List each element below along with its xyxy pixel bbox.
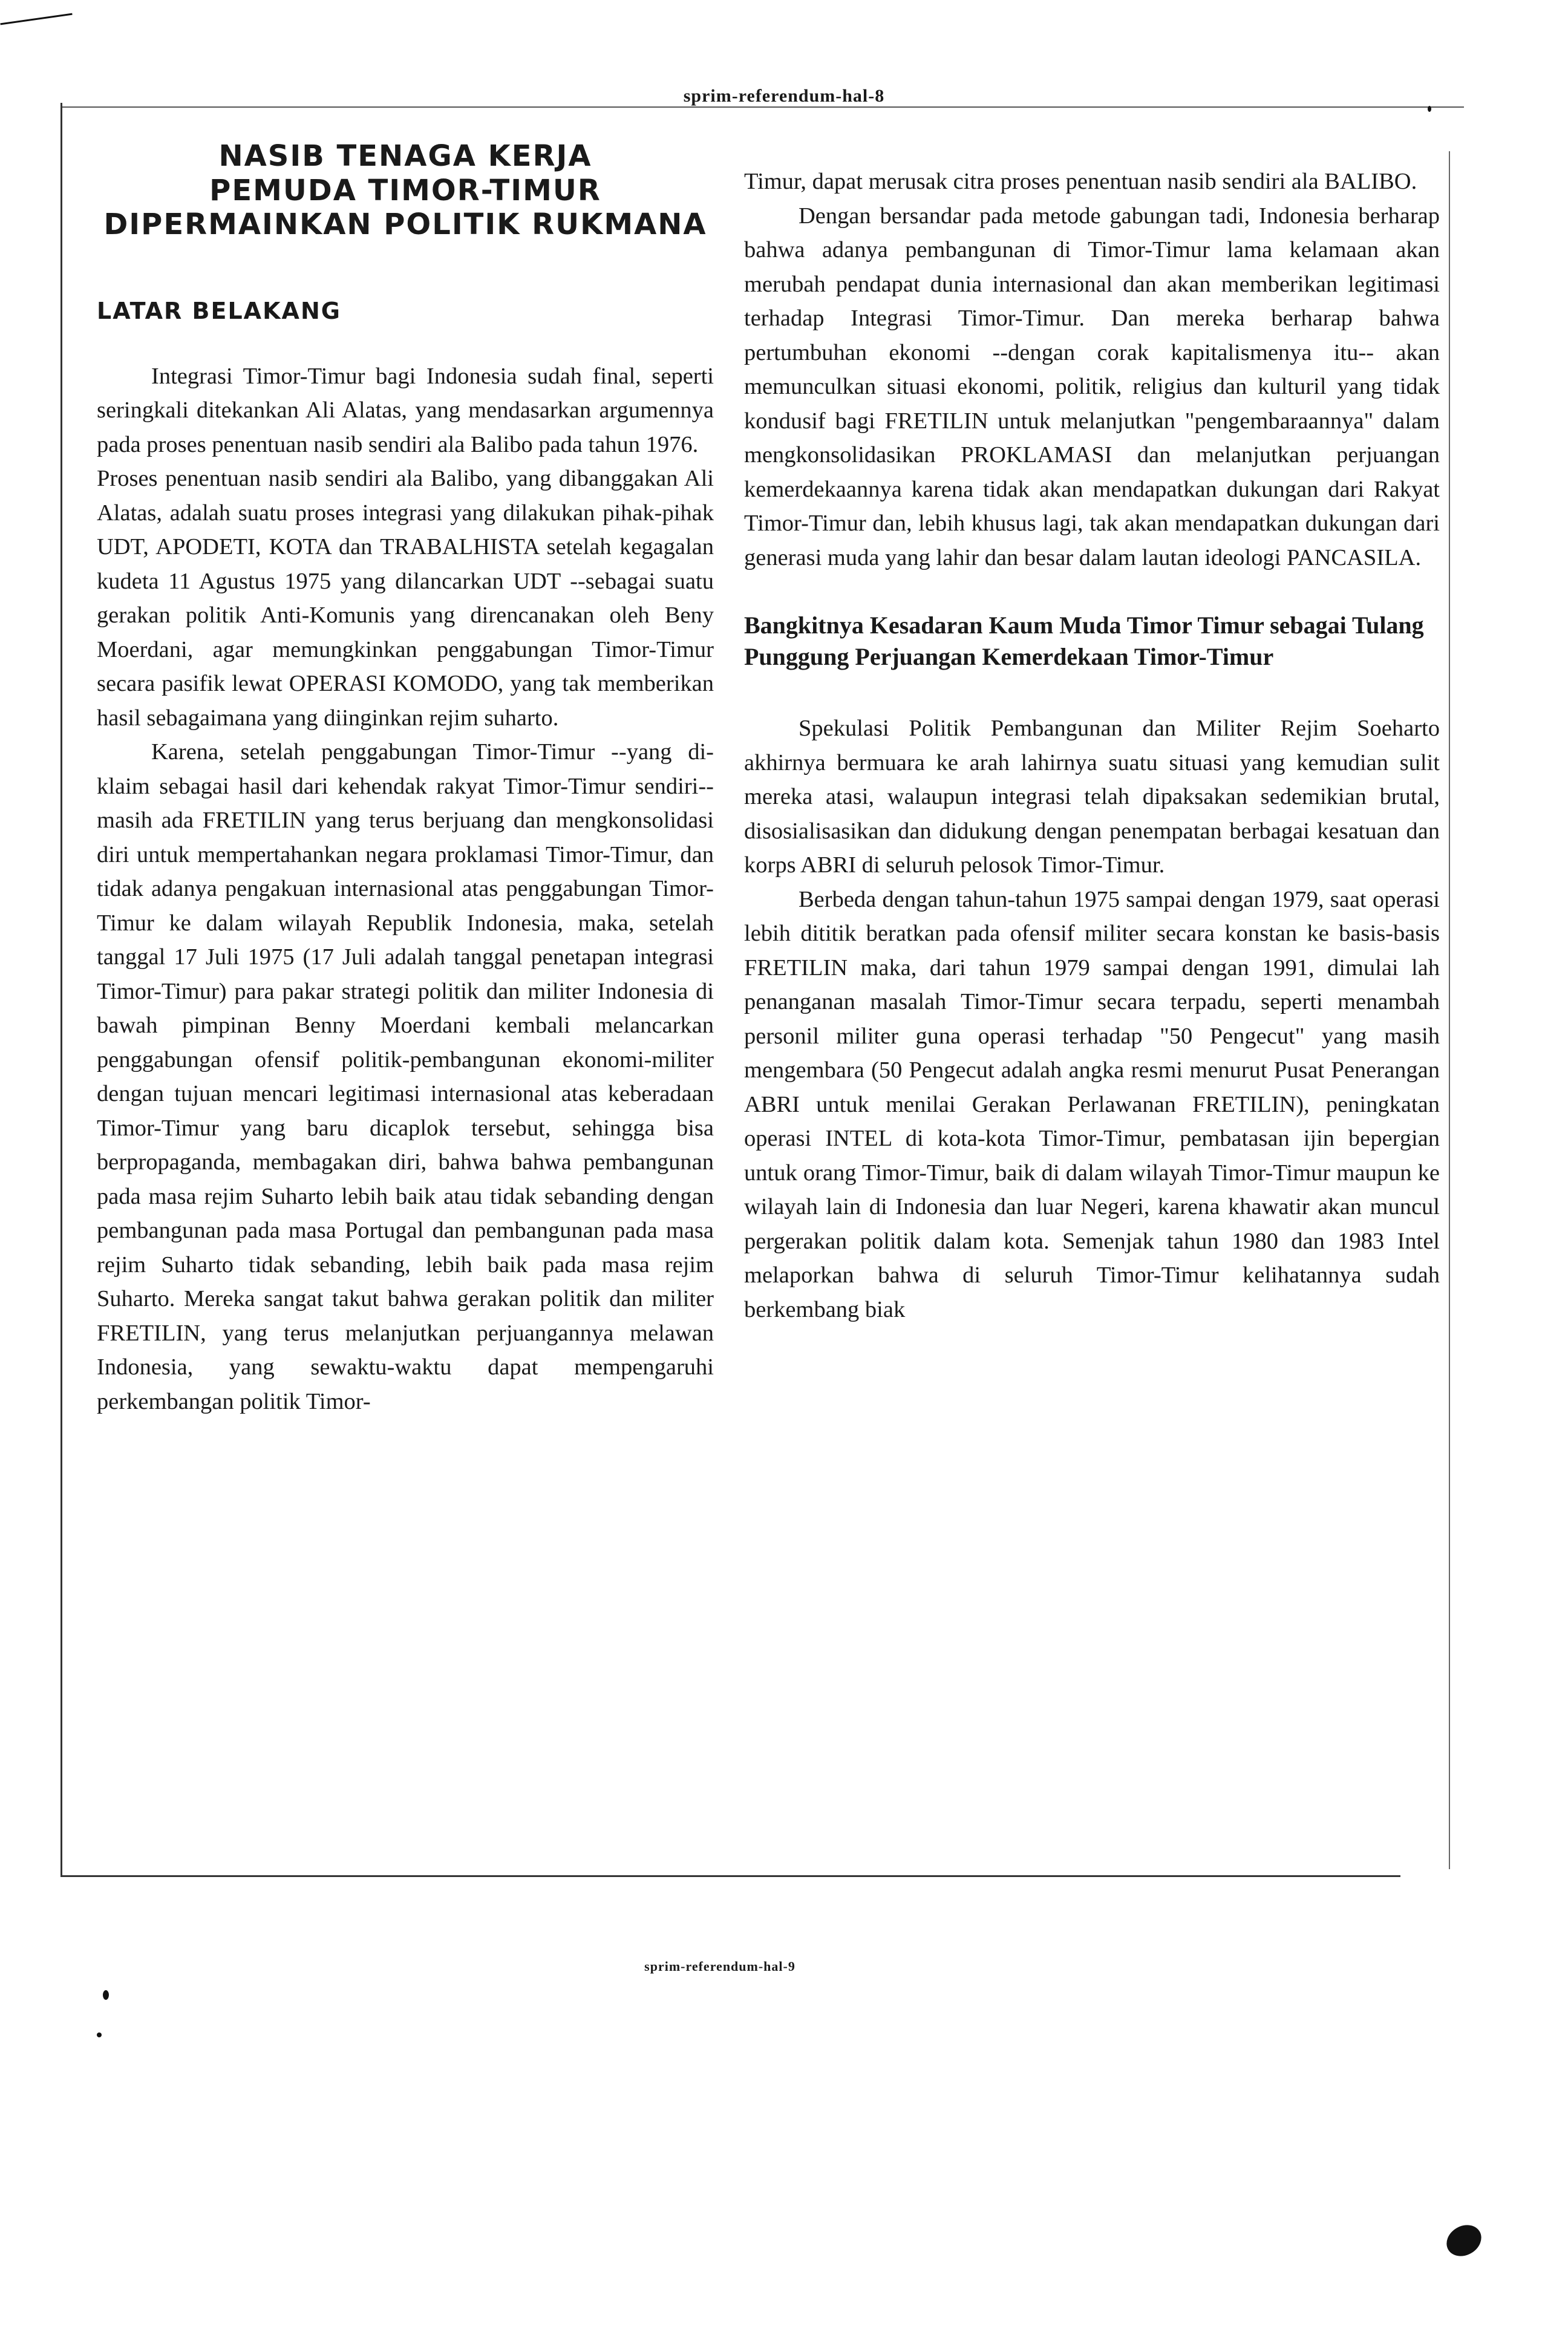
- scan-speck-2: [97, 2032, 102, 2037]
- page-footer-label: sprim-referendum-hal-9: [644, 1959, 795, 1974]
- left-paragraph-3: Karena, setelah penggabungan Timor-Timur --yang di-klaim sebagai hasil dari kehendak rakyat Timor-Timur sendiri-- masih ada FRETILIN yang terus berjuang dan mengkonsolidasi diri untuk mempertahankan negara proklamasi Timor-Timur, dan tidak adanya pengakuan internasional atas penggabungan Timor-Timur ke dalam wilayah Republik Indonesia, maka, setelah tanggal 17 Juli 1975 (17 Juli adalah tanggal penetapan integrasi Timor-Timur) para pakar strategi politik dan militer Indonesia di bawah pimpinan Benny Moerdani kembali melancarkan penggabungan ofensif politik-pembangunan ekonomi-militer dengan tujuan mencari legitimasi internasional atas keberadaan Timor-Timur yang baru dicaplok tersebut, sehingga bisa berpropaganda, membagakan diri, bahwa bahwa pembangunan pada masa rejim Suharto lebih baik atau tidak sebanding dengan pembangunan pada masa Portugal dan pembangunan pada masa rejim Suharto tidak sebanding, lebih baik pada masa rejim Suharto. Mereka sangat takut bahwa gerakan politik dan militer FRETILIN, yang terus melanjutkan perjuangannya melawan Indonesia, yang sewaktu-waktu dapat mempengaruhi perkembangan politik Timor-: [97, 739, 714, 1414]
- article-title: [97, 139, 714, 242]
- frame-right-rule: [1449, 151, 1450, 1869]
- title-line-3: DIPERMAINKAN POLITIK RUKMANA: [103, 207, 707, 242]
- scan-mark-top-left: [0, 13, 72, 25]
- scan-speck-1: [103, 1990, 109, 2000]
- left-column: [97, 139, 714, 1419]
- left-paragraph-1: Integrasi Timor-Timur bagi Indonesia sudah final, seperti seringkali ditekankan Ali Alatas, yang mendasarkan argumennya pada proses penentuan nasib sendiri ala Balibo pada tahun 1976.: [97, 363, 714, 457]
- right-paragraph-4: Berbeda dengan tahun-tahun 1975 sampai dengan 1979, saat operasi lebih dititik beratkan pada ofensif militer secara konstan ke basis-basis FRETILIN maka, dari tahun 1979 sampai dengan 1991, dimulai lah penanganan masalah Timor-Timur secara terpadu, seperti menambah personil militer guna operasi terhadap "50 Pengecut" yang masih mengembara (50 Pengecut adalah angka resmi menurut Pusat Penerangan ABRI untuk menilai Gerakan Perlawanan FRETILIN), peningkatan operasi INTEL di kota-kota Timor-Timur, pembatasan ijin bepergian untuk orang Timor-Timur, baik di dalam wilayah Timor-Timur maupun ke wilayah lain di Indonesia dan luar Negeri, karena khawatir akan muncul pergerakan politik dalam kota. Semenjak tahun 1980 dan 1983 Intel melaporkan bahwa di seluruh Timor-Timur kelihatannya sudah berkembang biak: [744, 886, 1440, 1322]
- title-line-1: NASIB TENAGA KERJA: [218, 139, 592, 173]
- scan-speck-3: [1441, 2219, 1487, 2262]
- left-paragraph-2: Proses penentuan nasib sendiri ala Balibo, yang dibanggakan Ali Alatas, adalah suatu proses integrasi yang dilakukan pihak-pihak UDT, APODETI, KOTA dan TRABALHISTA setelah kegagalan kudeta 11 Agustus 1975 yang dilancarkan UDT --sebagai suatu gerakan politik Anti-Komunis yang direncanakan oleh Beny Moerdani, agar memungkinkan penggabungan Timor-Timur secara pasifik lewat OPERASI KOMODO, yang tak memberikan hasil sebagaimana yang diinginkan rejim suharto.: [97, 466, 714, 731]
- page-header-label: sprim-referendum-hal-8: [683, 86, 885, 106]
- right-paragraph-2: Dengan bersandar pada metode gabungan tadi, Indonesia berharap bahwa adanya pembangunan di Timor-Timur lama kelamaan akan merubah pendapat dunia internasional dan akan memberikan legitimasi terhadap Integrasi Timor-Timur. Dan mereka berharap bahwa pertumbuhan ekonomi --dengan corak kapitalismenya itu-- akan memunculkan situasi ekonomi, politik, religius dan kulturil yang tidak kondusif bagi FRETILIN untuk melanjutkan "pengembaraannya" dalam mengkonsolidasikan PROKLAMASI dan melanjutkan perjuangan kemerdekaannya karena tidak akan mendapatkan dukungan dari Rakyat Timor-Timur dan, lebih khusus lagi, tak akan mendapatkan dukungan dari generasi muda yang lahir dan besar dalam lautan ideologi PANCASILA.: [744, 203, 1440, 570]
- section-heading: LATAR BELAKANG: [97, 297, 341, 324]
- right-column: [744, 165, 1440, 1327]
- title-line-2: PEMUDA TIMOR-TIMUR: [209, 173, 601, 207]
- right-paragraph-1: Timur, dapat merusak citra proses penentuan nasib sendiri ala BALIBO.: [744, 169, 1417, 194]
- scan-speck-4: [1428, 106, 1431, 112]
- subheading: Bangkitnya Kesadaran Kaum Muda Timor Timur sebagai Tulang Punggung Perjuangan Kemerdekaan Timor-Timur: [744, 612, 1424, 670]
- right-paragraph-3: Spekulasi Politik Pembangunan dan Militer Rejim Soeharto akhirnya bermuara ke arah lahirnya suatu situasi yang kemudian sulit mereka atasi, walaupun integrasi telah dipaksakan sedemikian brutal, disosialisasikan dan didukung dengan penempatan berbagai kesatuan dan korps ABRI di seluruh pelosok Timor-Timur.: [744, 716, 1440, 878]
